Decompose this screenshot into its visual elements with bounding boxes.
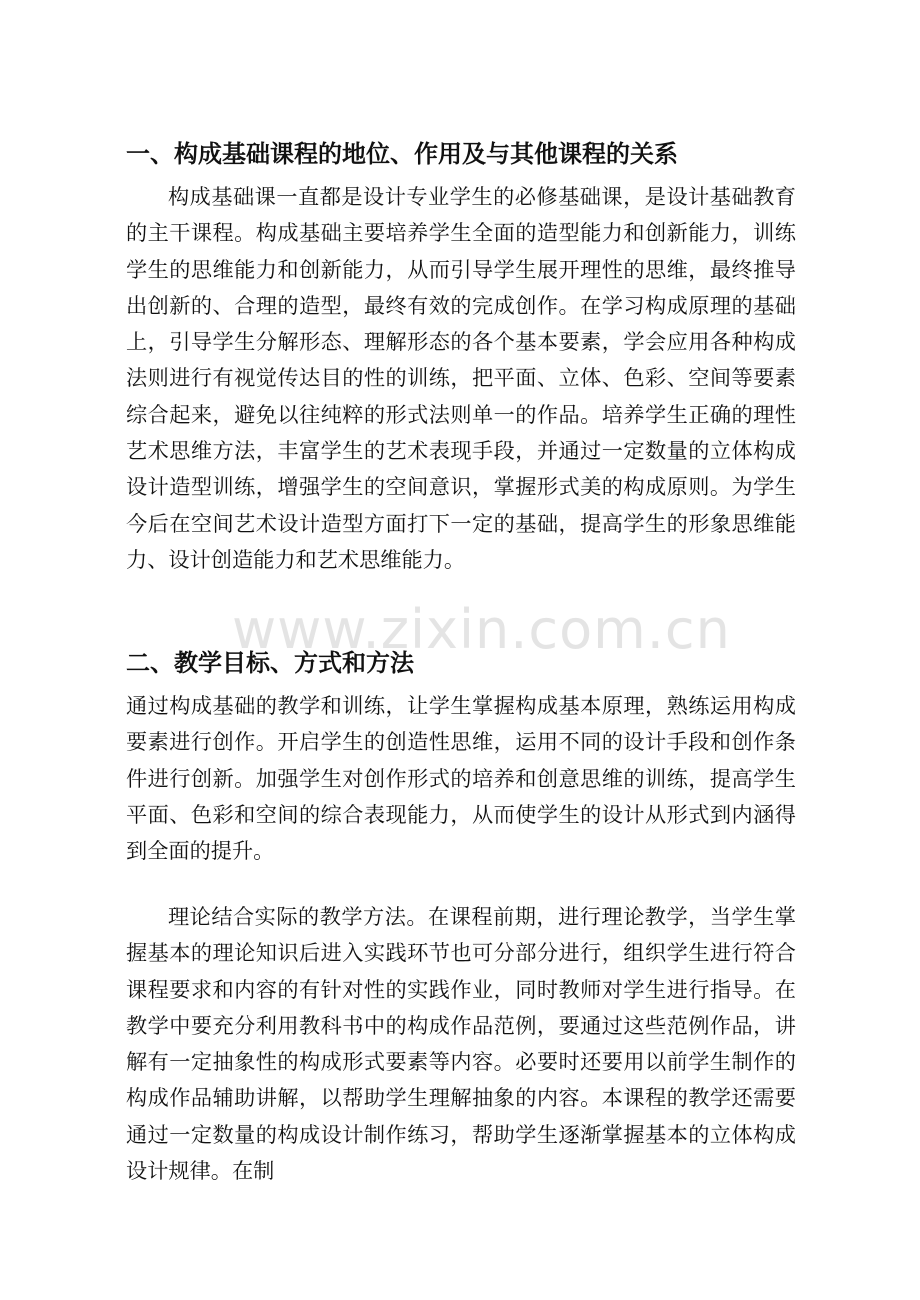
section-2-paragraph-1: 通过构成基础的教学和训练，让学生掌握构成基本原理，熟练运用构成要素进行创作。开启学生的创造性思维，运用不同的设计手段和创作条件进行创新。加强学生对创作形式的培养和创意思维的训练，提高学生平面、色彩和空间的综合表现能力，从而使学生的设计从形式到内涵得到全面的提升。 xyxy=(126,693,796,864)
section-1-heading: 一、构成基础课程的地位、作用及与其他课程的关系 xyxy=(126,140,678,168)
watermark: www.zixin.com.cn xyxy=(232,598,731,661)
section-2-heading: 二、教学目标、方式和方法 xyxy=(126,649,414,677)
section-1-paragraph: 构成基础课一直都是设计专业学生的必修基础课，是设计基础教育的主干课程。构成基础主要培养学生全面的造型能力和创新能力，训练学生的思维能力和创新能力，从而引导学生展开理性的思维，最终推导出创新的、合理的造型，最终有效的完成创作。在学习构成原理的基础上，引导学生分解形态、理解形态的各个基本要素，学会应用各种构成法则进行有视觉传达目的性的训练，把平面、立体、色彩、空间等要素综合起来，避免以往纯粹的形式法则单一的作品。培养学生正确的理性艺术思维方法，丰富学生的艺术表现手段，并通过一定数量的立体构成设计造型训练，增强学生的空间意识，掌握形式美的构成原则。为学生今后在空间艺术设计造型方面打下一定的基础，提高学生的形象思维能力、设计创造能力和艺术思维能力。 xyxy=(126,184,796,572)
section-2-paragraph-2: 理论结合实际的教学方法。在课程前期，进行理论教学，当学生掌握基本的理论知识后进入实践环节也可分部分进行，组织学生进行符合课程要求和内容的有针对性的实践作业，同时教师对学生进行指导。在教学中要充分利用教科书中的构成作品范例，要通过这些范例作品，讲解有一定抽象性的构成形式要素等内容。必要时还要用以前学生制作的构成作品辅助讲解，以帮助学生理解抽象的内容。本课程的教学还需要通过一定数量的构成设计制作练习，帮助学生逐渐掌握基本的立体构成设计规律。在制 xyxy=(126,904,796,1184)
